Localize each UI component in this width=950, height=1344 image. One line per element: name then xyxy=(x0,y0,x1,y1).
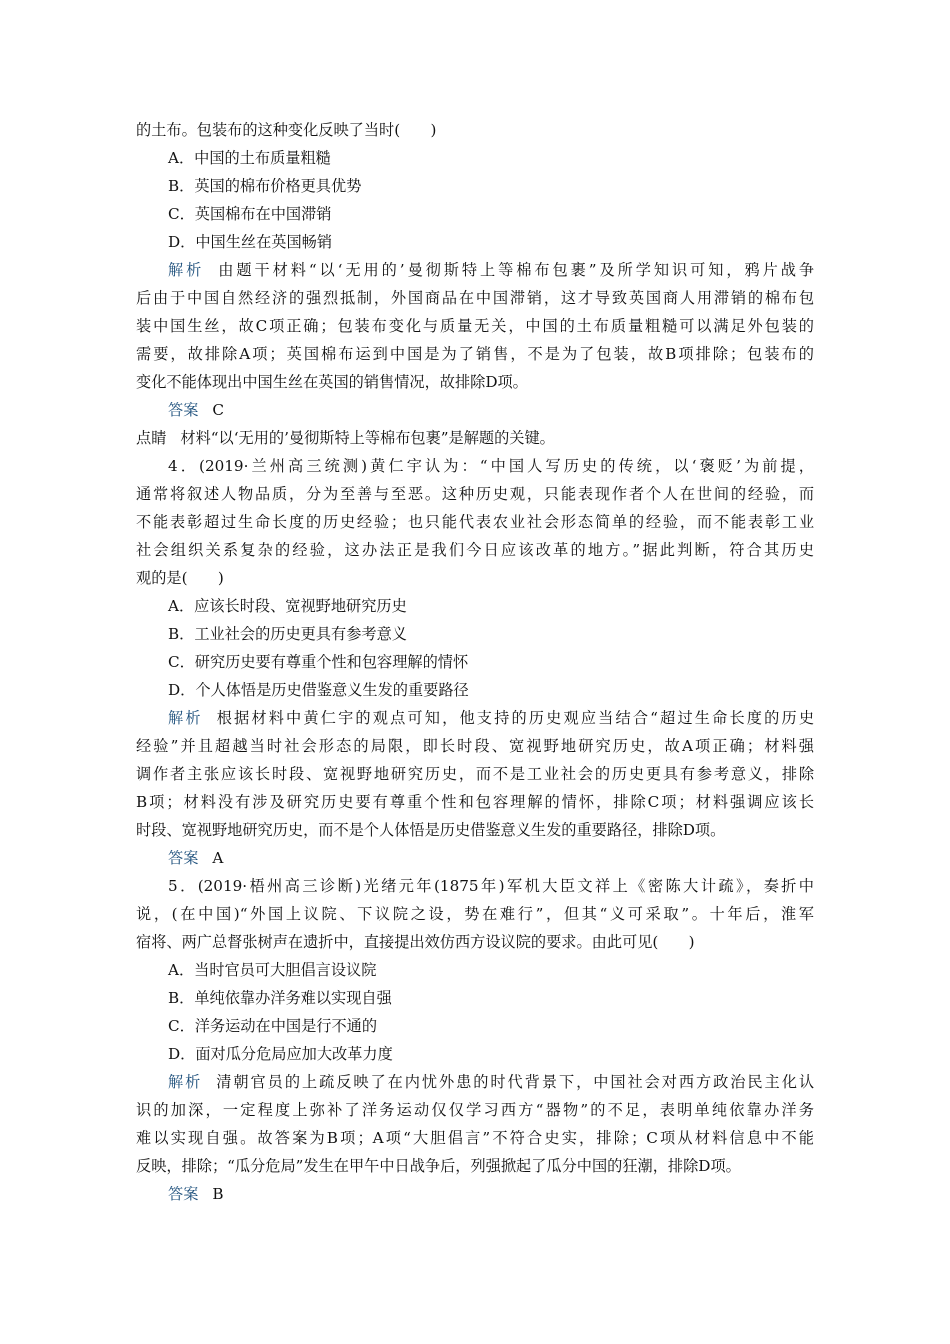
q3-option-b: B．英国的棉布价格更具优势 xyxy=(168,177,362,195)
q4-analysis-text-1: 根据材料中黄仁宇的观点可知，他支持的历史观应当结合“超过生命长度的历史 xyxy=(216,709,815,727)
analysis-label: 解析 xyxy=(168,709,203,727)
q3-analysis-line-4: 需要，故排除A项；英国棉布运到中国是为了销售，不是为了包装，故B项排除；包装布的 xyxy=(136,345,814,363)
q5-analysis-line-1 xyxy=(136,1068,814,1096)
q4-stem-line-1: 4．(2019·兰州高三统测)黄仁宇认为：“中国人写历史的传统，以‘褒贬’为前提， xyxy=(168,457,814,475)
answer-label: 答案 xyxy=(168,849,199,867)
q5-option-d: D．面对瓜分危局应加大改革力度 xyxy=(168,1045,393,1063)
q3-analysis-line-3: 装中国生丝，故C项正确；包装布变化与质量无关，中国的土布质量粗糙可以满足外包装的 xyxy=(136,317,814,335)
q4-analysis-line-1 xyxy=(136,704,814,732)
q3-answer-value: C xyxy=(212,401,224,419)
q5-answer-value: B xyxy=(212,1185,224,1203)
q4-stem-line-3: 不能表彰超过生命长度的历史经验；也只能代表农业社会形态简单的经验，而不能表彰工业 xyxy=(136,513,814,531)
q3-analysis-line-2: 后由于中国自然经济的强烈抵制，外国商品在中国滞销，这才导致英国商人用滞销的棉布包 xyxy=(136,289,814,307)
document-page xyxy=(136,116,814,1208)
answer-label: 答案 xyxy=(168,1185,199,1203)
q4-answer-value: A xyxy=(212,849,224,867)
q4-option-b: B．工业社会的历史更具有参考意义 xyxy=(168,625,407,643)
q3-option-d: D．中国生丝在英国畅销 xyxy=(168,233,333,251)
q5-option-a: A．当时官员可大胆倡言设议院 xyxy=(168,961,377,979)
q5-analysis-text-1: 清朝官员的上疏反映了在内忧外患的时代背景下，中国社会对西方政治民主化认 xyxy=(216,1073,815,1091)
answer-label: 答案 xyxy=(168,401,199,419)
q5-analysis-line-2: 识的加深，一定程度上弥补了洋务运动仅仅学习西方“器物”的不足，表明单纯依靠办洋务 xyxy=(136,1101,814,1119)
q4-analysis-line-5: 时段、宽视野地研究历史，而不是个人体悟是历史借鉴意义生发的重要路径，排除D项。 xyxy=(136,821,726,839)
q5-analysis-line-4: 反映，排除；“瓜分危局”发生在甲午中日战争后，列强掀起了瓜分中国的狂潮，排除D项。 xyxy=(136,1157,741,1175)
q4-option-a: A．应该长时段、宽视野地研究历史 xyxy=(168,597,407,615)
analysis-label: 解析 xyxy=(168,261,205,279)
q4-analysis-line-3: 调作者主张应该长时段、宽视野地研究历史，而不是工业社会的历史更具有参考意义，排除 xyxy=(136,765,814,783)
q3-option-c: C．英国棉布在中国滞销 xyxy=(168,205,332,223)
q4-option-d: D．个人体悟是历史借鉴意义生发的重要路径 xyxy=(168,681,469,699)
q3-analysis-line-1 xyxy=(136,256,814,284)
q4-option-c: C．研究历史要有尊重个性和包容理解的情怀 xyxy=(168,653,469,671)
q3-note-text: 材料“以‘无用的’曼彻斯特上等棉布包裹”是解题的关键。 xyxy=(180,429,555,447)
q5-option-b: B．单纯依靠办洋务难以实现自强 xyxy=(168,989,392,1007)
q3-analysis-text-1: 由题干材料“以‘无用的’曼彻斯特上等棉布包裹”及所学知识可知，鸦片战争 xyxy=(218,261,815,279)
q5-option-c: C．洋务运动在中国是行不通的 xyxy=(168,1017,378,1035)
q3-analysis-line-5: 变化不能体现出中国生丝在英国的销售情况，故排除D项。 xyxy=(136,373,528,391)
analysis-label: 解析 xyxy=(168,1073,203,1091)
note-label: 点睛 xyxy=(136,429,167,447)
q5-analysis-line-3: 难以实现自强。故答案为B项；A项“大胆倡言”不符合史实，排除；C项从材料信息中不能 xyxy=(136,1129,814,1147)
q4-analysis-line-4: B项；材料没有涉及研究历史要有尊重个性和包容理解的情怀，排除C项；材料强调应该长 xyxy=(136,793,814,811)
q4-answer xyxy=(136,844,814,872)
q4-analysis-line-2: 经验”并且超越当时社会形态的局限，即长时段、宽视野地研究历史，故A项正确；材料强 xyxy=(136,737,814,755)
q3-note xyxy=(136,424,814,452)
q3-answer xyxy=(136,396,814,424)
q4-stem-line-5: 观的是( ) xyxy=(136,569,224,587)
q4-stem-line-2: 通常将叙述人物品质，分为至善与至恶。这种历史观，只能表现作者个人在世间的经验，而 xyxy=(136,485,814,503)
q5-answer xyxy=(136,1180,814,1208)
q5-stem-line-2: 说，(在中国)“外国上议院、下议院之设，势在难行”，但其“义可采取”。十年后，淮军 xyxy=(136,905,814,923)
q5-stem-line-1: 5．(2019·梧州高三诊断)光绪元年(1875年)军机大臣文祥上《密陈大计疏》，奏折中 xyxy=(168,877,814,895)
q5-stem-line-3: 宿将、两广总督张树声在遗折中，直接提出效仿西方设议院的要求。由此可见( ) xyxy=(136,933,695,951)
q4-stem-line-4: 社会组织关系复杂的经验，这办法正是我们今日应该改革的地方。”据此判断，符合其历史 xyxy=(136,541,814,559)
q3-stem-tail: 的土布。包装布的这种变化反映了当时( ) xyxy=(136,121,437,139)
q3-option-a: A．中国的土布质量粗糙 xyxy=(168,149,331,167)
